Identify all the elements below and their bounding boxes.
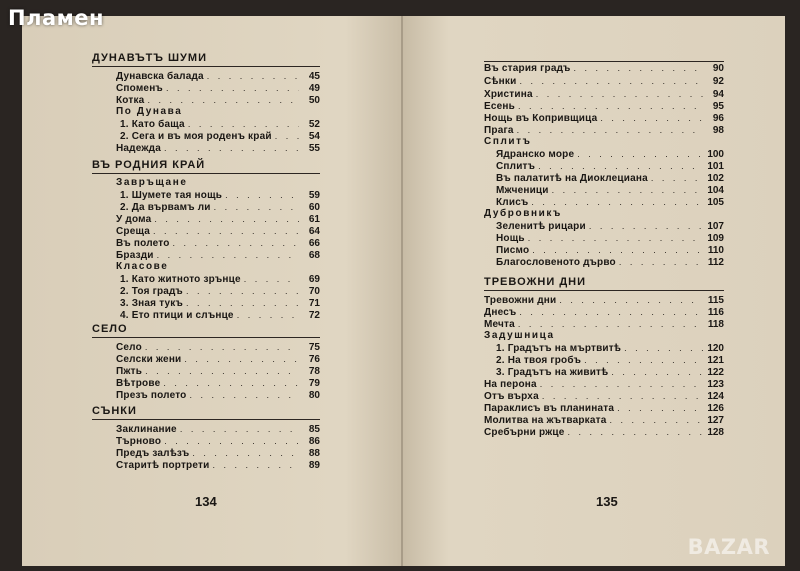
toc-entry: Мжченици . . . 104 xyxy=(496,184,724,196)
toc-entry: Среща . . . 64 xyxy=(116,225,320,237)
toc-entry: Дунавска балада . . . 45 xyxy=(116,70,320,82)
toc-entry: 1. Шумете тая нощь . . . 59 xyxy=(120,189,320,201)
section-rule xyxy=(92,173,320,174)
toc-entry: 2. На твоя гробъ . . . 121 xyxy=(496,354,724,366)
toc-entry: 1. Като житното зрънце . . . 69 xyxy=(120,273,320,285)
toc-entry: Презъ полето . . . 80 xyxy=(116,389,320,401)
page-number-left: 134 xyxy=(195,494,217,509)
toc-entry: Христина . . . 94 xyxy=(484,88,724,100)
toc-group-title: Класове xyxy=(116,261,169,272)
toc-entry: Днесъ . . . 116 xyxy=(484,306,724,318)
toc-entry: Отъ върха . . . 124 xyxy=(484,390,724,402)
toc-entry: Пжть . . . 78 xyxy=(116,365,320,377)
section-rule xyxy=(92,337,320,338)
toc-entry: Есень . . . 95 xyxy=(484,100,724,112)
toc-entry: Благословеното дърво . . . 112 xyxy=(496,256,724,268)
section-title: ТРЕВОЖНИ ДНИ xyxy=(484,276,587,288)
toc-entry: Нощь . . . 109 xyxy=(496,232,724,244)
toc-entry: У дома . . . 61 xyxy=(116,213,320,225)
toc-entry: Село . . . 75 xyxy=(116,341,320,353)
section-title: СЕЛО xyxy=(92,323,128,335)
toc-entry: 3. Градътъ на живитѣ . . . 122 xyxy=(496,366,724,378)
toc-entry: 2. Сега и въ моя роденъ край . . . 54 xyxy=(120,130,320,142)
toc-entry: Въ полето . . . 66 xyxy=(116,237,320,249)
toc-entry: 1. Като баща . . . 52 xyxy=(120,118,320,130)
toc-entry: Зеленитѣ рицари . . . 107 xyxy=(496,220,724,232)
section-rule xyxy=(92,66,320,67)
toc-entry: 2. Да вървамъ ли . . . 60 xyxy=(120,201,320,213)
toc-entry: Сплитъ . . . 101 xyxy=(496,160,724,172)
toc-entry: Вѣтрове . . . 79 xyxy=(116,377,320,389)
toc-entry: На перона . . . 123 xyxy=(484,378,724,390)
toc-group-title: По Дунава xyxy=(116,106,183,117)
toc-group-title: Завръщане xyxy=(116,177,188,188)
toc-entry: 4. Ето птици и слънце . . . 72 xyxy=(120,309,320,321)
toc-entry: Въ стария градъ . . . 90 xyxy=(484,62,724,74)
toc-entry: Ядранско море . . . 100 xyxy=(496,148,724,160)
toc-entry: Писмо . . . 110 xyxy=(496,244,724,256)
toc-entry: Сѣнки . . . 92 xyxy=(484,75,724,87)
toc-entry: Старитѣ портрети . . . 89 xyxy=(116,459,320,471)
toc-entry: Заклинание . . . 85 xyxy=(116,423,320,435)
toc-entry: Селски жени . . . 76 xyxy=(116,353,320,365)
toc-entry: 2. Тоя градъ . . . 70 xyxy=(120,285,320,297)
toc-entry: Прага . . . 98 xyxy=(484,124,724,136)
toc-group-title: Дубровникъ xyxy=(484,208,562,219)
toc-entry: Параклисъ въ планината . . . 126 xyxy=(484,402,724,414)
toc-entry: 3. Зная тукъ . . . 71 xyxy=(120,297,320,309)
section-title: СЪНКИ xyxy=(92,405,137,417)
toc-entry: Молитва на жътварката . . . 127 xyxy=(484,414,724,426)
section-title: ДУНАВЪТЪ ШУМИ xyxy=(92,52,207,64)
toc-entry: Търново . . . 86 xyxy=(116,435,320,447)
page-number-right: 135 xyxy=(596,494,618,509)
toc-group-title: Задушница xyxy=(484,330,555,341)
toc-entry: 1. Градътъ на мъртвитѣ . . . 120 xyxy=(496,342,724,354)
toc-entry: Тревожни дни . . . 115 xyxy=(484,294,724,306)
toc-entry: Предъ залѣзъ . . . 88 xyxy=(116,447,320,459)
section-title: ВЪ РОДНИЯ КРАЙ xyxy=(92,159,206,171)
toc-group-title: Сплитъ xyxy=(484,136,532,147)
toc-entry: Клисъ . . . 105 xyxy=(496,196,724,208)
watermark-logo: BAZAR xyxy=(687,535,770,559)
toc-entry: Котка . . . 50 xyxy=(116,94,320,106)
toc-entry: Нощь въ Копривщица . . . 96 xyxy=(484,112,724,124)
toc-entry: Бразди . . . 68 xyxy=(116,249,320,261)
brand-logo: Пламен xyxy=(8,6,105,30)
section-rule xyxy=(484,290,724,291)
toc-entry: Мечта . . . 118 xyxy=(484,318,724,330)
section-rule xyxy=(92,419,320,420)
toc-entry: Сребърни ржце . . . 128 xyxy=(484,426,724,438)
toc-entry: Надежда . . . 55 xyxy=(116,142,320,154)
toc-entry: Въ палатитѣ на Диоклециана . . . 102 xyxy=(496,172,724,184)
toc-entry: Споменъ . . . 49 xyxy=(116,82,320,94)
